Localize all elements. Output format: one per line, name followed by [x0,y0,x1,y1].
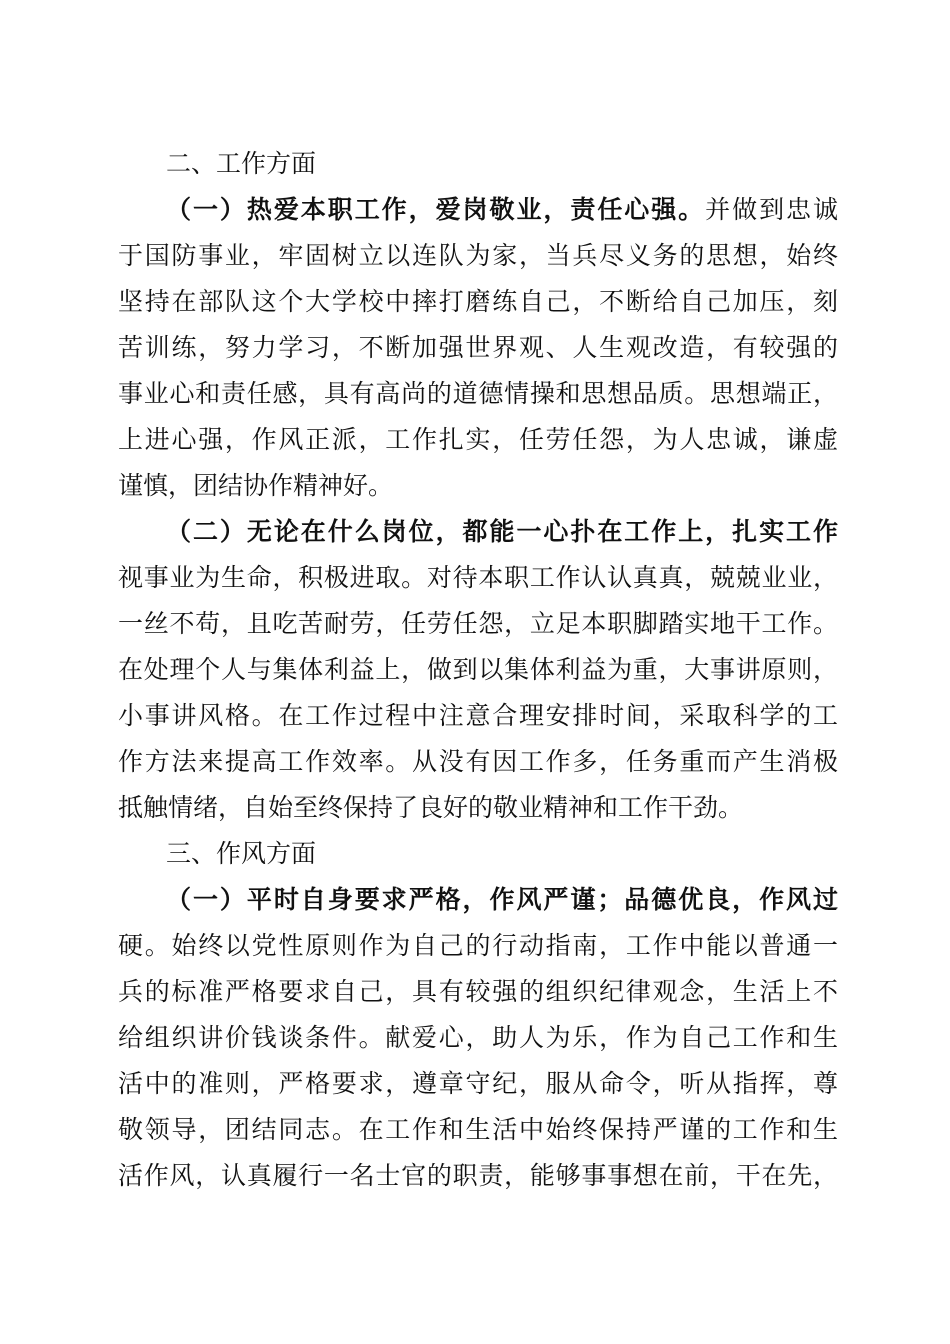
paragraph-subheading: （一）热爱本职工作，爱岗敬业，责任心强。 [166,195,706,224]
paragraph-line: 小事讲风格。在工作过程中注意合理安排时间，采取科学的工 [118,701,838,730]
paragraph-line: 事业心和责任感，具有高尚的道德情操和思想品质。思想端正， [118,379,838,408]
paragraph-line: （一）平时自身要求严格，作风严谨；品德优良，作风过 [166,885,838,914]
paragraph-line: 作方法来提高工作效率。从没有因工作多，任务重而产生消极 [118,747,838,776]
section-heading-style: 三、作风方面 [166,839,317,868]
paragraph-line: 谨慎，团结协作精神好。 [118,471,394,500]
paragraph-line: 敬领导，团结同志。在工作和生活中始终保持严谨的工作和生 [118,1115,838,1144]
paragraph-line: 活作风，认真履行一名士官的职责，能够事事想在前，干在先， [118,1161,838,1190]
paragraph-text: 并做到忠诚 [705,195,838,224]
paragraph-line: 于国防事业，牢固树立以连队为家，当兵尽义务的思想，始终 [118,241,838,270]
paragraph-line: （二）无论在什么岗位，都能一心扑在工作上，扎实工作 [166,517,838,546]
paragraph-line: 上进心强，作风正派，工作扎实，任劳任怨，为人忠诚，谦虚 [118,425,838,454]
paragraph-line: 坚持在部队这个大学校中摔打磨练自己，不断给自己加压，刻 [118,287,838,316]
paragraph-line [166,190,838,230]
paragraph-line: 抵触情绪，自始至终保持了良好的敬业精神和工作干劲。 [118,793,744,822]
paragraph-line: 给组织讲价钱谈条件。献爱心，助人为乐，作为自己工作和生 [118,1023,838,1052]
paragraph-line: 活中的准则，严格要求，遵章守纪，服从命令，听从指挥，尊 [118,1069,838,1098]
paragraph-line: 硬。始终以党性原则作为自己的行动指南，工作中能以普通一 [118,931,838,960]
paragraph-line: 视事业为生命，积极进取。对待本职工作认认真真，兢兢业业， [118,563,838,592]
paragraph-line: 兵的标准严格要求自己，具有较强的组织纪律观念，生活上不 [118,977,838,1006]
paragraph-line: 在处理个人与集体利益上，做到以集体利益为重，大事讲原则， [118,655,838,684]
paragraph-line: 一丝不苟，且吃苦耐劳，任劳任怨，立足本职脚踏实地干工作。 [118,609,838,638]
section-heading-work: 二、工作方面 [166,149,317,178]
paragraph-line: 苦训练，努力学习，不断加强世界观、人生观改造，有较强的 [118,333,838,362]
